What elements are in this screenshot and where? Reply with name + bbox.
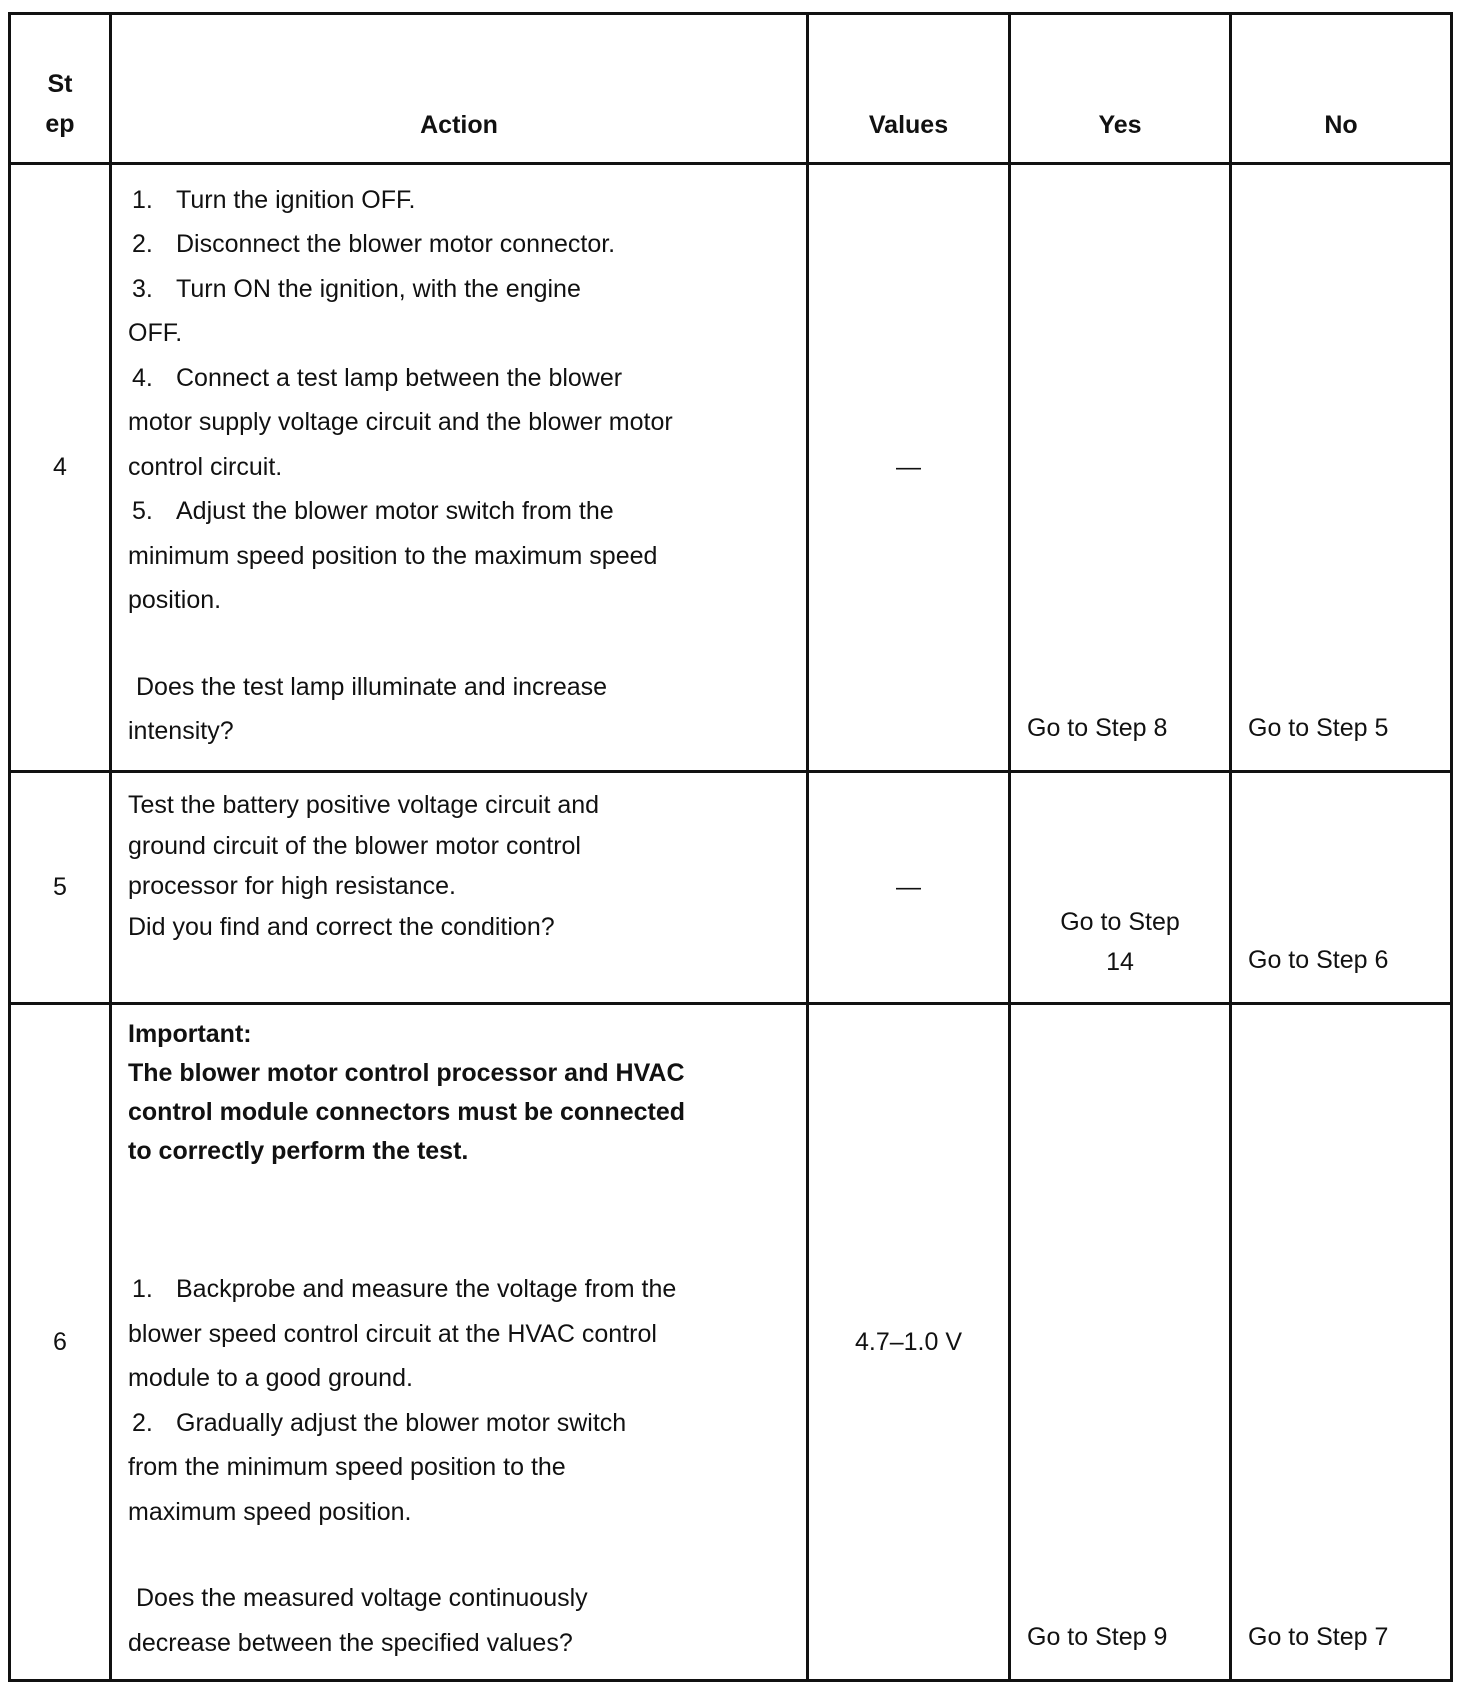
no-cell: Go to Step 6 [1231,772,1452,1004]
action-step-4-cont-2: control circuit. [128,452,283,481]
action-cell [111,164,808,772]
step-number: 6 [10,1004,111,1681]
header-yes: Yes [1010,14,1231,164]
action-step-5-cont-2: position. [128,586,222,614]
yes-line-2: 14 [1106,948,1134,976]
action-cell [111,772,808,1004]
value-cell: 4.7–1.0 V [808,1004,1010,1681]
step-number: 4 [10,164,111,772]
no-cell: Go to Step 5 [1231,164,1452,772]
action-step-2: 2. Gradually adjust the blower motor switch [132,1408,627,1437]
table-row-step-5 [10,772,1452,1004]
action-step-5-cont-1: minimum speed position to the maximum speed [128,541,658,570]
action-line-1: Test the battery positive voltage circuit and [128,791,600,819]
value-cell: — [808,772,1010,1004]
action-step-1-cont-2: module to a good ground. [128,1364,413,1392]
action-question: Does the test lamp illuminate and increase [136,672,608,701]
action-step-1: 1. Backprobe and measure the voltage from the [132,1275,677,1303]
action-line-4: Did you find and correct the condition? [128,912,555,941]
yes-cell: Go to Step 8 [1010,164,1231,772]
action-cell [111,1004,808,1681]
important-label: Important: [128,1020,252,1048]
step-number: 5 [10,772,111,1004]
table-row-step-4 [10,164,1452,772]
action-line-2: ground circuit of the blower motor control [128,831,581,860]
action-step-5: 5. Adjust the blower motor switch from the [132,497,614,525]
header-step-line1: St [47,70,73,98]
action-step-2-cont-1: from the minimum speed position to the [128,1453,566,1481]
diagnostic-table [8,12,1453,1682]
action-step-1-cont-1: blower speed control circuit at the HVAC control [128,1319,657,1348]
action-line-3: processor for high resistance. [128,872,456,900]
no-cell: Go to Step 7 [1231,1004,1452,1681]
header-step-line2: ep [45,110,75,138]
yes-cell: Go to Step 9 [1010,1004,1231,1681]
action-step-1: 1. Turn the ignition OFF. [132,185,416,214]
important-line-3: to correctly perform the test. [128,1137,469,1165]
header-values: Values [808,14,1010,164]
header-step [10,14,111,164]
action-question-cont: decrease between the specified values? [128,1628,573,1657]
action-question-cont: intensity? [128,717,234,745]
header-row [10,14,1452,164]
action-step-2: 2. Disconnect the blower motor connector. [132,230,616,258]
table-row-step-6 [10,1004,1452,1681]
action-step-2-cont-2: maximum speed position. [128,1497,412,1526]
yes-cell [1010,772,1231,1004]
important-line-2: control module connectors must be connected [128,1098,686,1126]
action-question: Does the measured voltage continuously [136,1584,588,1612]
header-no: No [1231,14,1452,164]
important-line-1: The blower motor control processor and HVAC [128,1059,685,1087]
action-step-3: 3. Turn ON the ignition, with the engine [132,274,581,303]
action-step-4: 4. Connect a test lamp between the blower [132,363,623,392]
action-step-3-cont: OFF. [128,319,183,347]
yes-line-1: Go to Step [1060,908,1180,936]
value-cell: — [808,164,1010,772]
header-action: Action [111,14,808,164]
action-step-4-cont-1: motor supply voltage circuit and the blower motor [128,408,673,436]
